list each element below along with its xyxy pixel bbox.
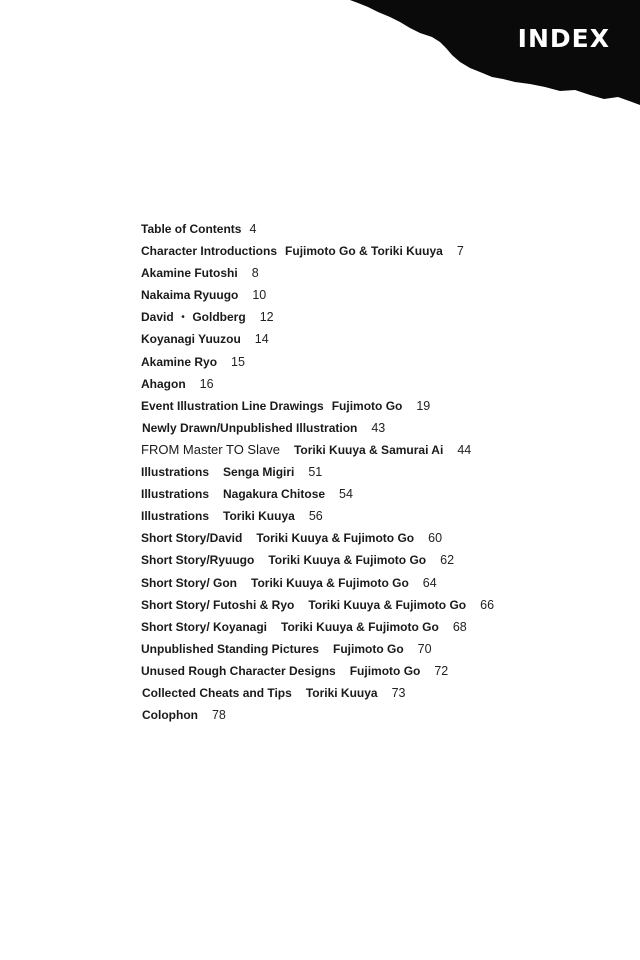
toc-credit: Senga Migiri: [223, 465, 295, 480]
toc-page: 7: [456, 244, 464, 259]
toc-credit: Nagakura Chitose: [223, 487, 326, 502]
toc-title: Akamine Futoshi: [141, 266, 238, 281]
toc-entry: [141, 284, 494, 306]
toc-entry: [141, 527, 494, 549]
toc-entry: [141, 373, 494, 395]
toc-title: Nakaima Ryuugo: [141, 288, 239, 303]
toc-page: 12: [259, 310, 274, 325]
toc-page: 43: [371, 420, 386, 435]
toc-credit: Toriki Kuuya & Fujimoto Go: [308, 597, 467, 612]
toc-credit: Toriki Kuuya & Fujimoto Go: [256, 531, 415, 546]
toc-page: 70: [417, 641, 432, 656]
toc-title: Event Illustration Line Drawings: [141, 398, 324, 413]
toc-entry: [141, 328, 494, 350]
toc-title: Newly Drawn/Unpublished Illustration: [142, 420, 358, 435]
toc-page: 15: [231, 354, 245, 369]
toc-entry: [141, 660, 494, 682]
toc-page: 73: [391, 685, 406, 700]
toc-entry: [141, 218, 494, 240]
toc-credit: Toriki Kuuya & Fujimoto Go: [251, 575, 409, 590]
toc-entry: [141, 483, 494, 505]
toc-page: 10: [252, 288, 267, 303]
toc-entry: [141, 505, 494, 527]
toc-title: Collected Cheats and Tips: [142, 685, 292, 700]
toc-entry: [141, 395, 494, 417]
toc-credit: Toriki Kuuya: [305, 685, 378, 700]
toc-page: 60: [428, 531, 443, 546]
toc-title: Illustrations: [141, 509, 210, 524]
toc-title: Unused Rough Character Designs: [141, 663, 336, 678]
toc-page: 64: [422, 575, 437, 590]
toc-title: Illustrations: [141, 487, 210, 502]
toc-credit: Fujimoto Go: [331, 398, 403, 413]
toc-entry: [141, 616, 494, 638]
toc-page: 16: [199, 376, 214, 391]
toc-page: 19: [416, 398, 431, 413]
toc-entry: [141, 704, 494, 726]
toc-entry: [141, 240, 494, 262]
toc-entry: [141, 351, 494, 373]
toc-entry: [141, 594, 494, 616]
toc-entry: [141, 262, 494, 284]
toc-credit: Fujimoto Go: [349, 663, 421, 678]
toc-page: 51: [308, 465, 323, 480]
toc-page: 8: [251, 266, 259, 281]
toc-entry: [141, 682, 494, 704]
toc-page: 56: [308, 509, 323, 524]
toc-page: 54: [339, 487, 353, 502]
toc-page: 44: [457, 442, 472, 457]
toc-title: Colophon: [142, 708, 198, 723]
toc-credit: Fujimoto Go & Toriki Kuuya: [285, 244, 443, 259]
toc-entry: [141, 461, 494, 483]
toc-page: 72: [434, 663, 449, 678]
torn-paper-header: [0, 0, 640, 110]
toc-page: 4: [249, 222, 257, 236]
toc-entry: [141, 417, 494, 439]
toc-credit: Toriki Kuuya & Samurai Ai: [293, 442, 444, 457]
toc-credit: Fujimoto Go: [333, 641, 404, 656]
table-of-contents: [141, 218, 494, 726]
toc-title: Unpublished Standing Pictures: [141, 641, 320, 656]
toc-title: Character Introductions: [141, 244, 278, 259]
toc-title: Koyanagi Yuuzou: [141, 332, 241, 347]
toc-page: 62: [440, 553, 455, 568]
toc-title: Short Story/ Futoshi & Ryo: [141, 597, 295, 612]
toc-title: Akamine Ryo: [141, 354, 218, 369]
toc-title: Short Story/Ryuugo: [141, 553, 255, 568]
toc-title: Short Story/ Gon: [141, 575, 237, 590]
toc-title: Short Story/David: [141, 531, 243, 546]
toc-entry: [141, 572, 494, 594]
toc-entry: [141, 306, 494, 328]
toc-entry: [141, 638, 494, 660]
toc-credit: Toriki Kuuya: [223, 509, 295, 524]
toc-page: 66: [480, 597, 495, 612]
toc-title: FROM Master TO Slave: [141, 441, 280, 457]
toc-page: 68: [452, 619, 467, 634]
toc-credit: Toriki Kuuya & Fujimoto Go: [281, 619, 439, 634]
toc-entry: [141, 439, 494, 461]
toc-credit: Toriki Kuuya & Fujimoto Go: [268, 553, 427, 568]
toc-title: Table of Contents: [141, 222, 242, 236]
toc-entry: [141, 549, 494, 571]
toc-title: Ahagon: [141, 376, 186, 391]
toc-title: Short Story/ Koyanagi: [141, 619, 268, 634]
toc-page: 14: [254, 332, 269, 347]
toc-page: 78: [211, 708, 226, 723]
toc-title: Illustrations: [141, 465, 210, 480]
toc-title: David ・ Goldberg: [141, 310, 246, 325]
index-heading: INDEX: [517, 24, 610, 53]
